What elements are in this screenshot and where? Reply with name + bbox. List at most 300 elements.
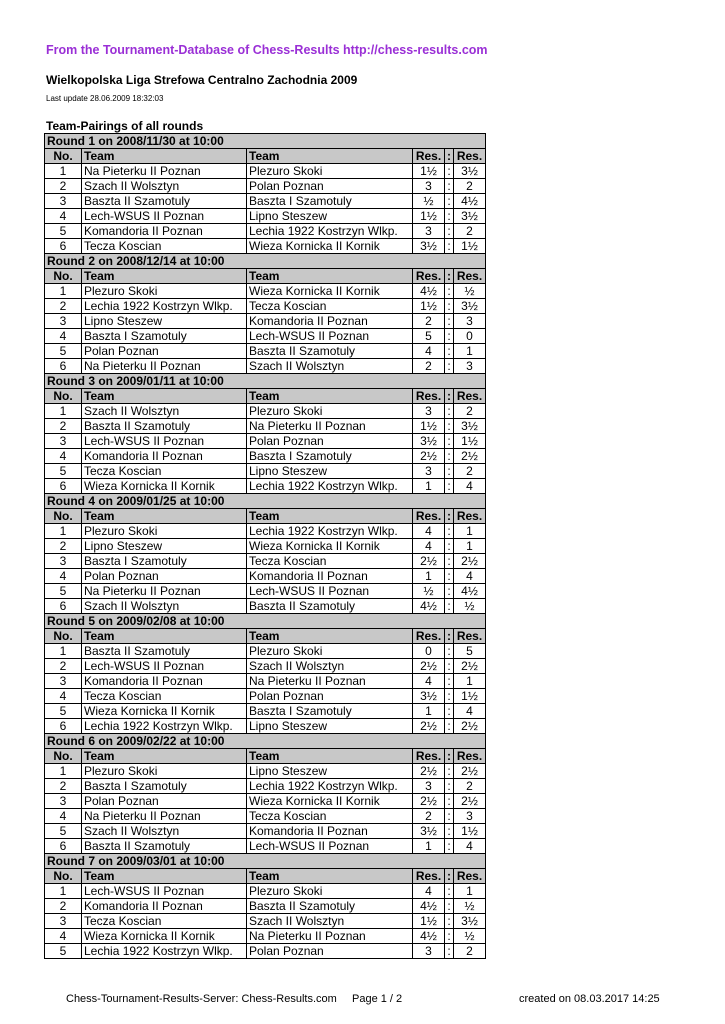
col-res-away-header: Res. [454,629,486,644]
board-number: 2 [45,899,82,914]
home-result: 4½ [413,599,445,614]
away-result: 2½ [454,659,486,674]
result-separator: : [445,359,454,374]
away-team: Lechia 1922 Kostrzyn Wlkp. [247,224,413,239]
away-team: Lech-WSUS II Poznan [247,584,413,599]
home-result: 3 [413,464,445,479]
pairing-row [45,929,486,944]
away-team: Lech-WSUS II Poznan [247,329,413,344]
round-title: Round 5 on 2009/02/08 at 10:00 [45,614,486,629]
board-number: 5 [45,704,82,719]
result-separator: : [445,944,454,959]
away-result: 1 [454,539,486,554]
result-separator: : [445,899,454,914]
board-number: 6 [45,239,82,254]
home-result: 1½ [413,914,445,929]
col-separator-header: : [445,389,454,404]
col-res-home-header: Res. [413,869,445,884]
away-result: 3 [454,809,486,824]
home-result: 5 [413,329,445,344]
away-team: Lechia 1922 Kostrzyn Wlkp. [247,479,413,494]
pairing-row [45,719,486,734]
home-result: 1 [413,569,445,584]
column-header-row [45,629,486,644]
home-result: 1½ [413,209,445,224]
board-number: 4 [45,329,82,344]
home-team: Szach II Wolsztyn [82,179,247,194]
home-result: 2½ [413,449,445,464]
home-result: 2 [413,314,445,329]
result-separator: : [445,839,454,854]
round-title: Round 3 on 2009/01/11 at 10:00 [45,374,486,389]
col-no-header: No. [45,629,82,644]
col-team-home-header: Team [82,149,247,164]
round-title: Round 1 on 2008/11/30 at 10:00 [45,134,486,149]
away-team: Lech-WSUS II Poznan [247,839,413,854]
home-result: 4½ [413,929,445,944]
col-team-home-header: Team [82,629,247,644]
col-team-away-header: Team [247,389,413,404]
away-team: Plezuro Skoki [247,404,413,419]
away-team: Baszta I Szamotuly [247,449,413,464]
col-separator-header: : [445,629,454,644]
away-result: 2 [454,179,486,194]
away-result: 1½ [454,239,486,254]
col-res-home-header: Res. [413,749,445,764]
home-result: 3½ [413,689,445,704]
result-separator: : [445,449,454,464]
round-title-row [45,614,486,629]
home-result: 4½ [413,899,445,914]
board-number: 2 [45,299,82,314]
away-result: 2½ [454,764,486,779]
board-number: 3 [45,314,82,329]
result-separator: : [445,284,454,299]
away-result: 2 [454,779,486,794]
away-result: 3 [454,359,486,374]
home-team: Lipno Steszew [82,314,247,329]
col-no-header: No. [45,509,82,524]
result-separator: : [445,764,454,779]
result-separator: : [445,524,454,539]
away-team: Plezuro Skoki [247,164,413,179]
col-res-home-header: Res. [413,509,445,524]
col-team-away-header: Team [247,749,413,764]
pairing-row [45,914,486,929]
away-result: 4 [454,569,486,584]
home-result: 2 [413,809,445,824]
home-result: 3 [413,179,445,194]
result-separator: : [445,194,454,209]
home-result: 1 [413,479,445,494]
column-header-row [45,749,486,764]
result-separator: : [445,794,454,809]
board-number: 4 [45,569,82,584]
away-team: Baszta II Szamotuly [247,599,413,614]
home-team: Plezuro Skoki [82,524,247,539]
board-number: 4 [45,449,82,464]
away-team: Komandoria II Poznan [247,569,413,584]
pairings-table [44,133,486,959]
home-result: 3 [413,779,445,794]
away-result: 1 [454,524,486,539]
board-number: 1 [45,404,82,419]
pairing-row [45,224,486,239]
away-result: ½ [454,284,486,299]
footer-server: Chess-Tournament-Results-Server: Chess-Results.com [66,993,337,1005]
round-title-row [45,254,486,269]
result-separator: : [445,599,454,614]
pairings-body [45,134,486,959]
home-result: 3½ [413,239,445,254]
home-result: 1½ [413,164,445,179]
result-separator: : [445,434,454,449]
result-separator: : [445,479,454,494]
home-team: Lech-WSUS II Poznan [82,209,247,224]
away-team: Baszta II Szamotuly [247,344,413,359]
board-number: 2 [45,179,82,194]
pairing-row [45,764,486,779]
away-result: 2 [454,944,486,959]
home-result: 1 [413,704,445,719]
result-separator: : [445,689,454,704]
board-number: 3 [45,674,82,689]
pairing-row [45,584,486,599]
result-separator: : [445,164,454,179]
away-result: 2 [454,404,486,419]
pairing-row [45,554,486,569]
col-no-header: No. [45,749,82,764]
board-number: 2 [45,539,82,554]
result-separator: : [445,179,454,194]
board-number: 5 [45,824,82,839]
home-team: Lechia 1922 Kostrzyn Wlkp. [82,719,247,734]
round-title-row [45,134,486,149]
pairing-row [45,884,486,899]
result-separator: : [445,719,454,734]
home-result: 2½ [413,554,445,569]
col-team-away-header: Team [247,269,413,284]
col-team-home-header: Team [82,869,247,884]
home-result: 3½ [413,824,445,839]
away-team: Szach II Wolsztyn [247,914,413,929]
col-res-away-header: Res. [454,269,486,284]
round-title-row [45,374,486,389]
home-team: Na Pieterku II Poznan [82,809,247,824]
col-team-home-header: Team [82,269,247,284]
pairing-row [45,464,486,479]
home-team: Na Pieterku II Poznan [82,164,247,179]
away-team: Wieza Kornicka II Kornik [247,539,413,554]
away-team: Tecza Koscian [247,809,413,824]
board-number: 5 [45,944,82,959]
pairing-row [45,434,486,449]
last-update: Last update 28.06.2009 18:32:03 [46,94,164,103]
home-result: 2½ [413,764,445,779]
col-separator-header: : [445,149,454,164]
home-result: 2½ [413,794,445,809]
pairing-row [45,794,486,809]
home-team: Komandoria II Poznan [82,449,247,464]
col-res-home-header: Res. [413,629,445,644]
home-team: Plezuro Skoki [82,284,247,299]
away-result: 1 [454,674,486,689]
result-separator: : [445,539,454,554]
away-result: 4 [454,704,486,719]
away-team: Wieza Kornicka II Kornik [247,239,413,254]
board-number: 5 [45,224,82,239]
board-number: 1 [45,884,82,899]
home-team: Baszta II Szamotuly [82,839,247,854]
result-separator: : [445,344,454,359]
result-separator: : [445,314,454,329]
board-number: 2 [45,419,82,434]
home-team: Baszta II Szamotuly [82,644,247,659]
away-team: Szach II Wolsztyn [247,359,413,374]
away-result: 1½ [454,689,486,704]
away-team: Plezuro Skoki [247,884,413,899]
pairing-row [45,779,486,794]
footer-page: Page 1 / 2 [352,993,403,1005]
away-result: ½ [454,899,486,914]
column-header-row [45,149,486,164]
board-number: 4 [45,209,82,224]
away-team: Baszta I Szamotuly [247,194,413,209]
tournament-title: Wielkopolska Liga Strefowa Centralno Zachodnia 2009 [46,73,358,87]
col-no-header: No. [45,269,82,284]
result-separator: : [445,554,454,569]
round-title-row [45,854,486,869]
col-no-header: No. [45,149,82,164]
result-separator: : [445,779,454,794]
home-team: Lech-WSUS II Poznan [82,884,247,899]
column-header-row [45,389,486,404]
result-separator: : [445,329,454,344]
pairing-row [45,419,486,434]
home-team: Tecza Koscian [82,689,247,704]
col-team-away-header: Team [247,629,413,644]
home-result: 1½ [413,299,445,314]
home-team: Wieza Kornicka II Kornik [82,929,247,944]
away-result: ½ [454,599,486,614]
home-team: Szach II Wolsztyn [82,404,247,419]
away-result: 1½ [454,824,486,839]
pairing-row [45,704,486,719]
away-result: 3½ [454,164,486,179]
result-separator: : [445,299,454,314]
away-team: Polan Poznan [247,434,413,449]
result-separator: : [445,404,454,419]
col-res-home-header: Res. [413,149,445,164]
home-team: Tecza Koscian [82,914,247,929]
pairing-row [45,284,486,299]
pairing-row [45,404,486,419]
pairing-row [45,674,486,689]
home-result: 3½ [413,434,445,449]
col-team-home-header: Team [82,509,247,524]
home-result: 4 [413,344,445,359]
away-result: 5 [454,644,486,659]
home-result: 1½ [413,419,445,434]
round-title: Round 2 on 2008/12/14 at 10:00 [45,254,486,269]
home-team: Lechia 1922 Kostrzyn Wlkp. [82,299,247,314]
away-team: Na Pieterku II Poznan [247,929,413,944]
result-separator: : [445,419,454,434]
home-team: Polan Poznan [82,794,247,809]
pairing-row [45,179,486,194]
away-team: Polan Poznan [247,179,413,194]
away-result: ½ [454,929,486,944]
col-res-away-header: Res. [454,149,486,164]
round-title: Round 4 on 2009/01/25 at 10:00 [45,494,486,509]
col-separator-header: : [445,269,454,284]
section-title: Team-Pairings of all rounds [46,119,204,133]
home-team: Polan Poznan [82,344,247,359]
home-team: Tecza Koscian [82,239,247,254]
board-number: 1 [45,644,82,659]
home-result: 3 [413,944,445,959]
away-result: 4 [454,479,486,494]
round-title-row [45,734,486,749]
board-number: 1 [45,284,82,299]
away-result: 2½ [454,554,486,569]
result-separator: : [445,824,454,839]
away-team: Komandoria II Poznan [247,824,413,839]
away-team: Lipno Steszew [247,209,413,224]
col-team-away-header: Team [247,869,413,884]
away-result: 2½ [454,719,486,734]
result-separator: : [445,704,454,719]
board-number: 5 [45,344,82,359]
pairing-row [45,209,486,224]
home-result: 2 [413,359,445,374]
away-result: 4½ [454,584,486,599]
col-res-away-header: Res. [454,509,486,524]
board-number: 3 [45,554,82,569]
pairing-row [45,239,486,254]
board-number: 6 [45,479,82,494]
board-number: 1 [45,764,82,779]
pairing-row [45,329,486,344]
pairing-row [45,689,486,704]
col-separator-header: : [445,509,454,524]
away-team: Lipno Steszew [247,764,413,779]
result-separator: : [445,809,454,824]
col-team-home-header: Team [82,389,247,404]
footer-created: created on 08.03.2017 14:25 [519,993,660,1005]
col-res-home-header: Res. [413,389,445,404]
away-result: 2 [454,464,486,479]
away-result: 1½ [454,434,486,449]
home-result: 4 [413,539,445,554]
home-team: Polan Poznan [82,569,247,584]
pairing-row [45,344,486,359]
home-team: Baszta II Szamotuly [82,419,247,434]
away-team: Wieza Kornicka II Kornik [247,794,413,809]
away-result: 1 [454,884,486,899]
home-result: 4 [413,524,445,539]
away-result: 0 [454,329,486,344]
away-team: Baszta I Szamotuly [247,704,413,719]
result-separator: : [445,464,454,479]
away-team: Polan Poznan [247,944,413,959]
pairing-row [45,839,486,854]
home-team: Lech-WSUS II Poznan [82,659,247,674]
home-result: 0 [413,644,445,659]
source-line: From the Tournament-Database of Chess-Results http://chess-results.com [46,43,488,57]
home-result: 1 [413,839,445,854]
board-number: 6 [45,839,82,854]
away-team: Lechia 1922 Kostrzyn Wlkp. [247,779,413,794]
away-result: 3½ [454,914,486,929]
result-separator: : [445,644,454,659]
col-no-header: No. [45,389,82,404]
home-team: Komandoria II Poznan [82,899,247,914]
home-result: 4½ [413,284,445,299]
board-number: 3 [45,434,82,449]
home-result: 4 [413,674,445,689]
col-res-away-header: Res. [454,869,486,884]
column-header-row [45,869,486,884]
board-number: 4 [45,809,82,824]
pairing-row [45,524,486,539]
home-team: Komandoria II Poznan [82,224,247,239]
round-title: Round 7 on 2009/03/01 at 10:00 [45,854,486,869]
home-team: Wieza Kornicka II Kornik [82,704,247,719]
home-team: Lipno Steszew [82,539,247,554]
col-separator-header: : [445,749,454,764]
away-team: Lipno Steszew [247,719,413,734]
board-number: 5 [45,584,82,599]
board-number: 5 [45,464,82,479]
result-separator: : [445,584,454,599]
result-separator: : [445,209,454,224]
away-team: Lipno Steszew [247,464,413,479]
away-team: Polan Poznan [247,689,413,704]
pairing-row [45,299,486,314]
pairing-row [45,599,486,614]
away-result: 3½ [454,419,486,434]
away-team: Tecza Koscian [247,299,413,314]
home-team: Komandoria II Poznan [82,674,247,689]
round-title-row [45,494,486,509]
board-number: 3 [45,914,82,929]
pairing-row [45,359,486,374]
result-separator: : [445,224,454,239]
away-team: Lechia 1922 Kostrzyn Wlkp. [247,524,413,539]
col-team-away-header: Team [247,509,413,524]
home-result: ½ [413,194,445,209]
away-result: 2½ [454,794,486,809]
result-separator: : [445,914,454,929]
col-team-home-header: Team [82,749,247,764]
away-result: 2½ [454,449,486,464]
board-number: 2 [45,659,82,674]
away-team: Wieza Kornicka II Kornik [247,284,413,299]
result-separator: : [445,659,454,674]
col-res-away-header: Res. [454,749,486,764]
home-team: Tecza Koscian [82,464,247,479]
board-number: 6 [45,719,82,734]
pairing-row [45,314,486,329]
away-result: 2 [454,224,486,239]
col-res-home-header: Res. [413,269,445,284]
pairing-row [45,944,486,959]
away-result: 3 [454,314,486,329]
home-result: 3 [413,224,445,239]
col-res-away-header: Res. [454,389,486,404]
board-number: 4 [45,929,82,944]
